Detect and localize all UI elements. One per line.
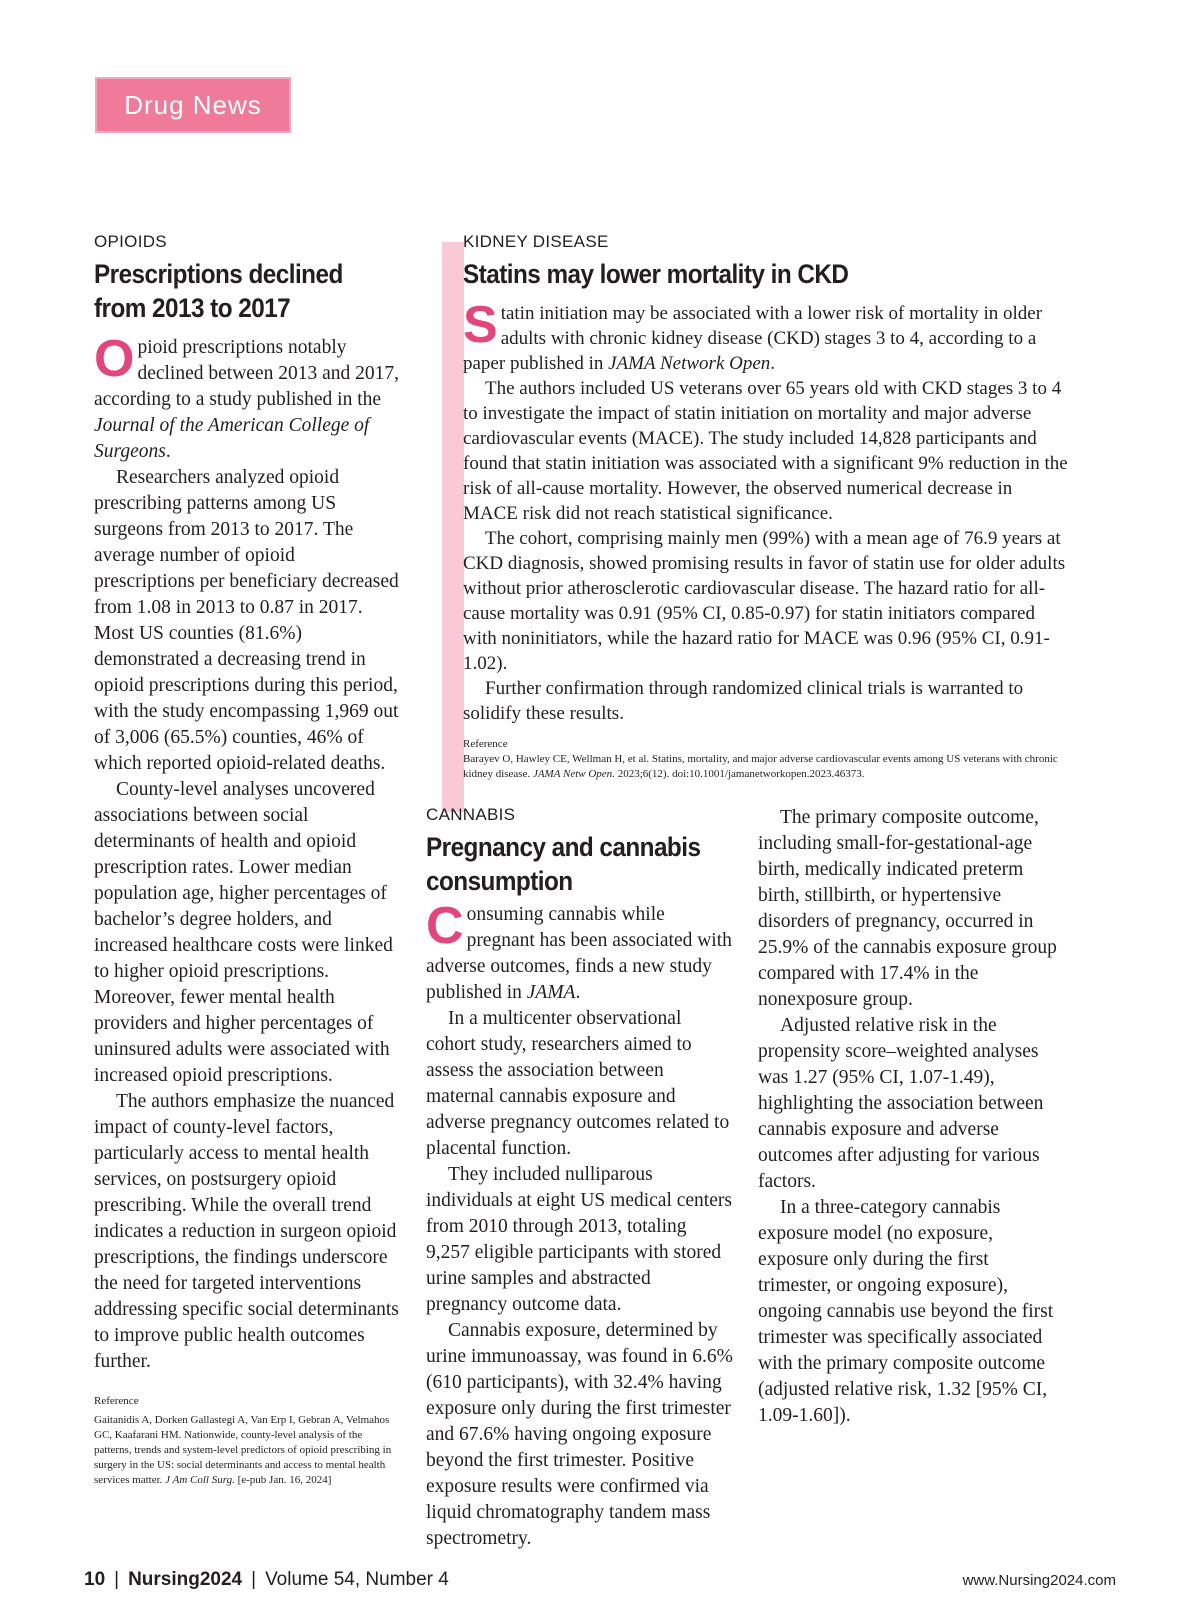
footer-divider: | [251, 1569, 257, 1590]
journal-name: JAMA Network Open [608, 353, 771, 374]
article-body [94, 330, 400, 1375]
body-paragraph: Cannabis exposure, determined by urine immunoassay, was found in 6.6% (610 participants), with 32.4% having exposure only during the first trimester and 67.6% having ongoing exposure beyond the first trimester. Positive exposure results were confirmed via liquid chromatography tandem mass spectrometry. [426, 1320, 733, 1549]
journal-name: Journal of the American College of Surgeons [94, 415, 370, 462]
reference-text: Gaitanidis A, Dorken Gallastegi A, Van Erp I, Gebran A, Velmahos GC, Kaafarani HM. Nationwide, county-level analysis of the patterns, trends and system-level predictors of opioid prescribing in surgery in the US: social determinants and access to mental health services matter. J Am Coll Surg. [e-pub Jan. 16, 2024] [94, 1414, 392, 1486]
headline-line: Prescriptions declined [94, 259, 343, 289]
body-paragraph: Further confirmation through randomized clinical trials is warranted to solidify these results. [463, 678, 1024, 724]
reference-label: Reference [463, 738, 508, 750]
article-kicker: KIDNEY DISEASE [463, 232, 609, 251]
headline-line: Pregnancy and cannabis [426, 832, 701, 862]
sidebar-accent-bar [442, 242, 464, 812]
article-kicker: CANNABIS [426, 805, 516, 824]
reference-label: Reference [94, 1395, 139, 1407]
body-paragraph: In a multicenter observational cohort study, researchers aimed to assess the association between maternal cannabis exposure and adverse pregnancy outcomes related to placental function. [426, 1008, 730, 1159]
headline-line: from 2013 to 2017 [94, 293, 291, 323]
body-paragraph: The cohort, comprising mainly men (99%) with a mean age of 76.9 years at CKD diagnosis, showed promising results in favor of statin use for older adults without prior atherosclerotic cardiovascular disease. The hazard ratio for all-cause mortality was 0.91 (95% CI, 0.85-0.97) for statin initiators compared with noninitiators, while the hazard ratio for MACE was 0.96 (95% CI, 0.91-1.02). [463, 528, 1066, 674]
body-paragraph: The authors emphasize the nuanced impact of county-level factors, particularly access to mental health services, on postsurgery opioid prescribing. While the overall trend indicates a reduction in surgeon opioid prescriptions, the findings underscore the need for targeted interventions addressing specific social determinants to improve public health outcomes further. [94, 1091, 399, 1372]
website-url[interactable]: www.Nursing2024.com [962, 1571, 1116, 1589]
body-paragraph: Researchers analyzed opioid prescribing patterns among US surgeons from 2013 to 2017. The average number of opioid prescriptions per beneficiary decreased from 1.08 in 2013 to 0.87 in 2017. Most US counties (81.6%) demonstrated a decreasing trend in opioid prescriptions during this period, with the study encompassing 1,969 out of 3,006 (65.5%) counties, 46% of which reported opioid-related deaths. [94, 467, 399, 774]
article-body [463, 296, 1069, 726]
body-paragraph: Adjusted relative risk in the propensity score–weighted analyses was 1.27 (95% CI, 1.07-1.49), highlighting the association between cannabis exposure and adverse outcomes after adjusting for various factors. [758, 1015, 1044, 1192]
article-body-column-1 [426, 897, 734, 1552]
publication-name: Nursing2024 [128, 1569, 243, 1590]
article-headline: Statins may lower mortality in CKD [463, 259, 849, 289]
article-body-column-2 [758, 805, 1066, 1429]
page-footer [84, 1566, 1116, 1594]
body-paragraph: The primary composite outcome, including small-for-gestational-age birth, medically indicated preterm birth, stillbirth, or hypertensive disorders of pregnancy, occurred in 25.9% of the cannabis exposure group compared with 17.4% in the nonexposure group. [758, 807, 1057, 1010]
body-paragraph: Statin initiation may be associated with a lower risk of mortality in older adults with chronic kidney disease (CKD) stages 3 to 4, according to a paper published in JAMA Network Open. [463, 296, 1043, 374]
body-paragraph: The authors included US veterans over 65 years old with CKD stages 3 to 4 to investigate the impact of statin initiation on mortality and major adverse cardiovascular events (MACE). The study included 14,828 participants and found that statin initiation was associated with a significant 9% reduction in the risk of all-cause mortality. However, the observed numerical decrease in MACE risk did not reach statistical significance. [463, 378, 1068, 524]
section-tab: Drug News [95, 77, 291, 133]
body-paragraph: They included nulliparous individuals at eight US medical centers from 2010 through 2013, totaling 9,257 eligible participants with stored urine samples and abstracted pregnancy outcome data. [426, 1164, 732, 1315]
body-paragraph: County-level analyses uncovered associations between social determinants of health and opioid prescription rates. Lower median population age, higher percentages of bachelor’s degree holders, and increased healthcare costs were linked to higher opioid prescriptions. Moreover, fewer mental health providers and higher percentages of uninsured adults were associated with increased opioid prescriptions. [94, 779, 393, 1086]
headline-line: consumption [426, 866, 573, 896]
volume-info: Volume 54, Number 4 [265, 1569, 449, 1590]
page-number: 10 [84, 1569, 106, 1590]
footer-divider: | [114, 1569, 120, 1590]
article-kidney-disease [463, 232, 1069, 782]
dropcap: S [463, 296, 498, 354]
article-headline [94, 257, 369, 325]
article-opioids [94, 232, 400, 1488]
dropcap: C [426, 897, 464, 955]
dropcap: O [94, 330, 135, 388]
journal-name: JAMA [526, 982, 576, 1003]
body-paragraph: In a three-category cannabis exposure model (no exposure, exposure only during the first trimester, or ongoing exposure), ongoing cannabis use beyond the first trimester was specifically associated with the primary composite outcome (adjusted relative risk, 1.32 [95% CI, 1.09-1.60]). [758, 1197, 1054, 1426]
article-kicker: OPIOIDS [94, 232, 167, 251]
reference-text: Barayev O, Hawley CE, Wellman H, et al. Statins, mortality, and major adverse cardiovascular events among US veterans with chronic kidney disease. JAMA Netw Open. 2023;6(12). doi:10.1001/jamanetworkopen.2023.46373. [463, 753, 1058, 780]
body-paragraph: Consuming cannabis while pregnant has been associated with adverse outcomes, finds a new study published in JAMA. [426, 897, 732, 1003]
body-paragraph: Opioid prescriptions notably declined between 2013 and 2017, according to a study published in the Journal of the American College of Surgeons. [94, 330, 399, 462]
